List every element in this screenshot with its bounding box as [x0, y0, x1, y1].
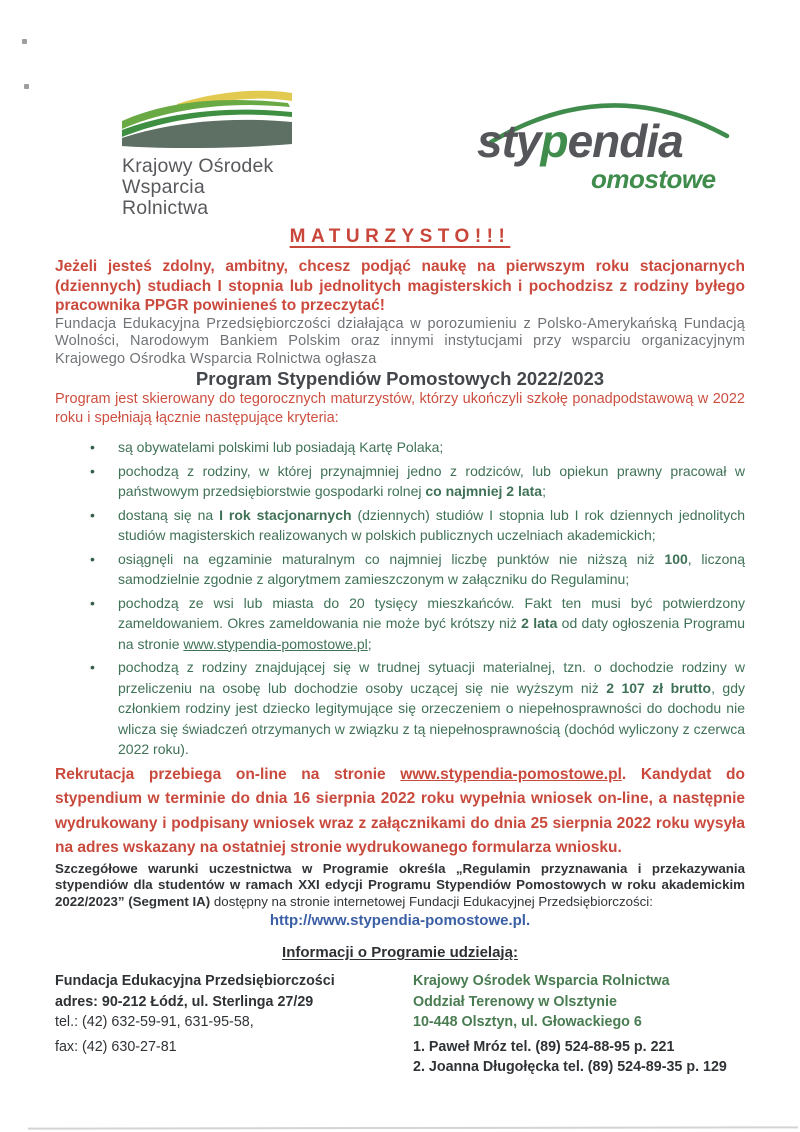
- organizer-paragraph: Fundacja Edukacyjna Przedsiębiorczości działająca w porozumieniu z Polsko-Amerykańską Fundacją Wolności, Narodowym Bankiem Polskim oraz innymi instytucjami przy wsparciu organizacyjnym Krajowego Ośrodka Wsparcia Rolnictwa ogłasza: [55, 315, 745, 367]
- contacts-section: [55, 971, 745, 1078]
- stypendia-logo-text-endia: endia: [567, 115, 683, 167]
- contact-line: Oddział Terenowy w Olsztynie: [413, 993, 617, 1010]
- contact-line: Fundacja Edukacyjna Przedsiębiorczości: [55, 973, 335, 989]
- criteria-item: [118, 461, 745, 502]
- stypendia-logo-text-sty: sty: [477, 115, 541, 167]
- criteria-item: [118, 657, 745, 760]
- text-segment: są obywatelami polskimi lub posiadają Kartę Polaka;: [118, 439, 444, 455]
- criteria-item: [118, 505, 745, 546]
- recruitment-paragraph: [55, 763, 745, 861]
- text-segment: Szczegółowe warunki uczestnictwa w Programie określa „Regulamin przyznawania i przekazywania stypendiów dla studentów w ramach XXI edycji Programu Stypendiów Pomostowych w roku akademickim 2022/2023” (Segment IA): [55, 860, 745, 909]
- text-segment: pochodzą z rodziny znajdującej się w trudnej sytuacji materialnej, tzn. o dochodzie rodziny w przeliczeniu na osobę lub dochodzie osoby uczącej się nie wyższym niż: [118, 659, 745, 696]
- inline-url-text: www.stypendia-pomostowe.pl: [183, 635, 368, 652]
- contact-line: 10-448 Olsztyn, ul. Głowackiego 6: [413, 1014, 642, 1030]
- text-segment: ;: [542, 483, 546, 499]
- criteria-item: [118, 549, 745, 590]
- info-section-heading: Informacji o Programie udzielają:: [282, 944, 518, 961]
- text-segment: (dziennych) studiów I stopnia lub I rok dziennych jednolitych studiów magisterskich realizowanych w polskich publicznych uczelniach akademickich;: [118, 506, 745, 543]
- pomostowe-logo-text: omostowe: [591, 164, 716, 194]
- text-segment: pochodzą z rodziny, w której przynajmniej jedno z rodziców, lub opiekun prawny pracował w państwowym przedsiębiorstwie gospodarki rolnej: [118, 462, 745, 499]
- contact-line: Krajowy Ośrodek Wsparcia Rolnictwa: [413, 973, 670, 989]
- contact-line: 2. Joanna Długołęcka tel. (89) 524-89-35 p. 129: [413, 1059, 727, 1075]
- criteria-intro-paragraph: Program jest skierowany do tegorocznych maturzystów, którzy ukończyli szkołę ponadpodstawową w 2022 roku i spełniają łącznie następujące kryteria:: [55, 391, 745, 426]
- text-segment: osiągnęli na egzaminie maturalnym co najmniej liczbę punktów nie niższą niż: [118, 550, 665, 567]
- criteria-item: [118, 593, 745, 655]
- text-segment: , gdy członkiem rodziny jest dziecko legitymujące się orzeczeniem o niepełnosprawności do dochodu nie wlicza się świadczeń otrzymanych w związku z tą niepełnosprawnością (dochód wyliczony z czerwca 2022 roku).: [118, 679, 745, 757]
- text-segment: Rekrutacja przebiega on-line na stronie: [55, 765, 401, 783]
- text-segment: co najmniej 2 lata: [425, 483, 543, 499]
- scan-speck: [22, 39, 27, 44]
- header: [122, 88, 745, 219]
- criteria-list: [55, 437, 745, 760]
- text-segment: 2 lata: [521, 615, 558, 631]
- headline-maturzysto: MATURZYSTO!!!: [289, 226, 511, 247]
- program-title: Program Stypendiów Pomostowych 2022/2023: [195, 368, 605, 389]
- criteria-item: [118, 437, 745, 458]
- kowr-logo: [122, 88, 294, 219]
- website-link: http://www.stypendia-pomostowe.pl.: [269, 912, 531, 929]
- contact-line: adres: 90-212 Łódź, ul. Sterlinga 27/29: [55, 993, 314, 1010]
- kowr-logo-waves-icon: [122, 88, 292, 148]
- text-segment: dostaną się na: [118, 506, 220, 523]
- kowr-logo-text-line2: Wsparcia Rolnictwa: [122, 176, 209, 219]
- intro-red-paragraph: Jeżeli jesteś zdolny, ambitny, chcesz podjąć naukę na pierwszym roku stacjonarnych (dziennych) studiach I stopnia lub jednolitych magisterskich i pochodzisz z rodziny byłego pracownika PPGR powinieneś to przeczytać!: [55, 258, 745, 314]
- text-segment: pochodzą ze wsi lub miasta do 20 tysięcy mieszkańców. Fakt ten musi być potwierdzony zameldowaniem. Okres zameldowania nie może być krótszy niż: [118, 594, 745, 631]
- contact-fep-block: [55, 971, 413, 1078]
- flyer-body: [55, 257, 745, 1078]
- contact-kowr-block: [413, 971, 745, 1078]
- stypendia-pomostowe-logo: [477, 88, 745, 202]
- kowr-logo-text-line1: Krajowy Ośrodek: [122, 155, 274, 177]
- inline-url-text: www.stypendia-pomostowe.pl: [400, 765, 622, 783]
- contact-line: 1. Paweł Mróz tel. (89) 524-88-95 p. 221: [413, 1038, 675, 1055]
- scan-edge-artifact: [28, 1126, 798, 1129]
- text-segment: 100: [664, 550, 688, 567]
- scan-speck: [24, 84, 29, 89]
- contact-line: fax: (42) 630-27-81: [55, 1038, 177, 1055]
- stypendia-logo-text-p: p: [540, 115, 568, 167]
- text-segment: dostępny na stronie internetowej Fundacji Edukacyjnej Przedsiębiorczości:: [210, 893, 653, 909]
- kowr-logo-text: [122, 156, 294, 219]
- terms-paragraph: [55, 861, 745, 911]
- stypendia-logo-text: [477, 114, 683, 168]
- text-segment: 2 107 zł brutto: [606, 679, 712, 696]
- text-segment: I rok stacjonarnych: [219, 506, 352, 523]
- text-segment: ;: [367, 635, 372, 652]
- text-segment: od daty ogłoszenia Programu na stronie: [118, 615, 746, 652]
- text-segment: , liczoną samodzielnie zgodnie z algorytmem zamieszczonym w załączniku do Regulaminu;: [118, 550, 746, 587]
- contact-line: tel.: (42) 632-59-91, 631-95-58,: [55, 1014, 254, 1030]
- text-segment: . Kandydat do stypendium w terminie do dnia 16 sierpnia 2022 roku wypełnia wniosek on-line, a następnie wydrukowany i podpisany wniosek wraz z załącznikami do dnia 25 sierpnia 2022 roku wysyła na adres wskazany na ostatniej stronie wydrukowanego formularza wniosku.: [55, 765, 745, 856]
